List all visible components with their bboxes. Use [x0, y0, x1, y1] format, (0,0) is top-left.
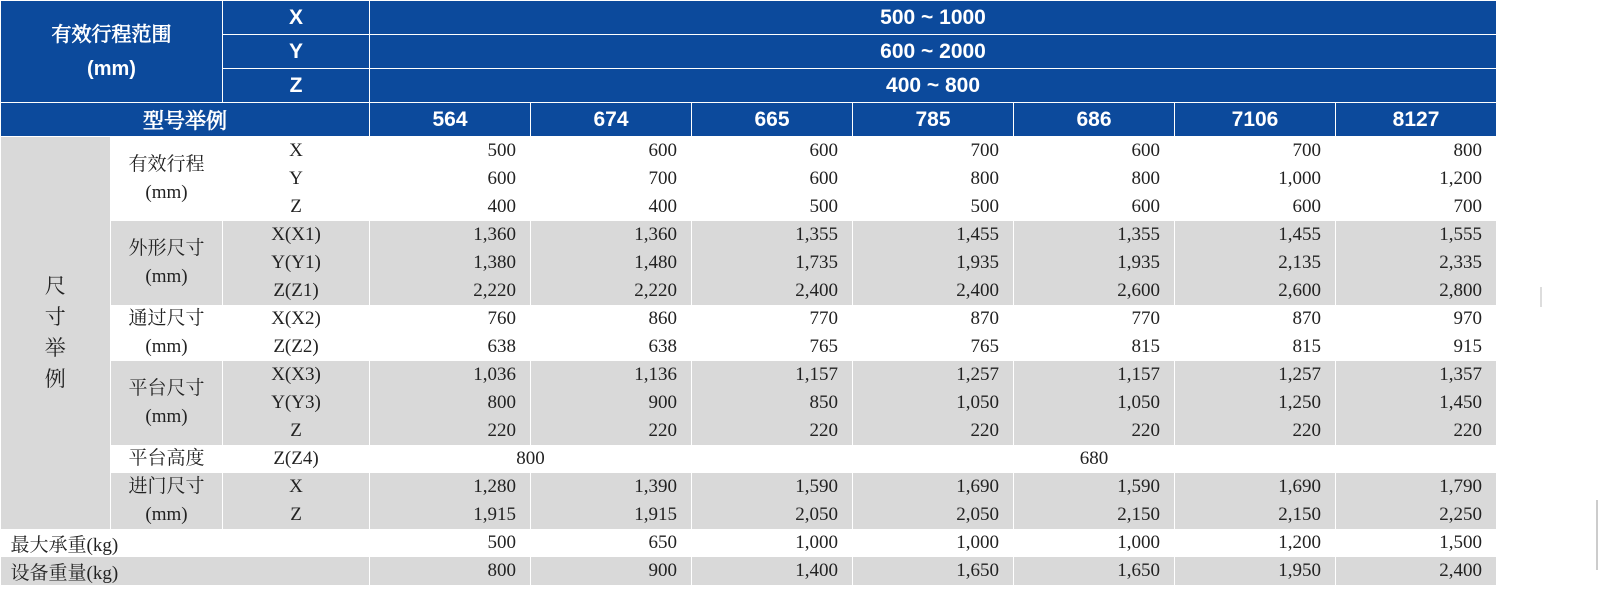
value-cell: 1,000 — [1014, 529, 1175, 557]
platform-height-label: 平台高度 — [111, 445, 223, 473]
value-cell: 638 — [370, 333, 531, 361]
group-unit: (mm) — [145, 336, 188, 357]
value-cell: 800 — [1014, 165, 1175, 193]
value-cell: 220 — [1336, 417, 1497, 445]
axis-cell: Z — [223, 417, 370, 445]
model-number: 7106 — [1175, 103, 1336, 137]
value-cell: 800 — [1336, 137, 1497, 166]
weight-label: 设备重量(kg) — [1, 557, 370, 585]
axis-cell: X — [223, 473, 370, 501]
range-value: 400 ~ 800 — [370, 69, 1497, 103]
table-row — [1, 473, 1497, 501]
value-cell: 1,650 — [853, 557, 1014, 585]
axis-cell: X — [223, 137, 370, 166]
axis-cell: Z(Z4) — [223, 445, 370, 473]
axis-cell: X(X1) — [223, 221, 370, 249]
value-cell: 400 — [531, 193, 692, 221]
range-axis: Y — [223, 35, 370, 69]
range-axis: Z — [223, 69, 370, 103]
value-cell: 2,250 — [1336, 501, 1497, 529]
table-row — [1, 277, 1497, 305]
value-cell: 1,935 — [1014, 249, 1175, 277]
group-label: 通过尺寸 — [128, 308, 205, 329]
value-cell: 860 — [531, 305, 692, 333]
value-cell: 870 — [1175, 305, 1336, 333]
side-label-char: 寸 — [44, 305, 66, 329]
group-label: 进门尺寸 — [128, 476, 205, 497]
value-cell: 1,136 — [531, 361, 692, 389]
side-label — [1, 137, 111, 530]
value-cell: 1,480 — [531, 249, 692, 277]
value-cell: 1,450 — [1336, 389, 1497, 417]
group-label: 平台尺寸 — [128, 378, 205, 399]
value-cell: 1,455 — [853, 221, 1014, 249]
axis-cell: Y — [223, 165, 370, 193]
axis-cell: Z(Z2) — [223, 333, 370, 361]
value-cell: 2,220 — [531, 277, 692, 305]
value-cell: 2,135 — [1175, 249, 1336, 277]
value-cell: 638 — [531, 333, 692, 361]
range-value: 500 ~ 1000 — [370, 1, 1497, 35]
value-cell: 600 — [692, 165, 853, 193]
value-cell: 600 — [531, 137, 692, 166]
table-row — [1, 361, 1497, 389]
value-cell: 1,360 — [531, 221, 692, 249]
value-cell: 700 — [1175, 137, 1336, 166]
value-cell: 1,950 — [1175, 557, 1336, 585]
value-cell: 815 — [1014, 333, 1175, 361]
value-cell: 815 — [1175, 333, 1336, 361]
value-cell: 2,335 — [1336, 249, 1497, 277]
value-cell: 1,000 — [692, 529, 853, 557]
range-value: 600 ~ 2000 — [370, 35, 1497, 69]
table-row — [1, 221, 1497, 249]
value-cell: 1,000 — [853, 529, 1014, 557]
side-label-char: 尺 — [44, 274, 66, 298]
value-cell: 970 — [1336, 305, 1497, 333]
value-cell: 850 — [692, 389, 853, 417]
model-number: 674 — [531, 103, 692, 137]
value-cell: 2,220 — [370, 277, 531, 305]
value-cell: 1,157 — [692, 361, 853, 389]
value-cell: 800 — [370, 557, 531, 585]
group-header — [111, 361, 223, 445]
group-unit: (mm) — [87, 57, 136, 80]
max-load-row — [1, 529, 1497, 557]
value-cell: 1,050 — [1014, 389, 1175, 417]
axis-cell: Y(Y1) — [223, 249, 370, 277]
value-cell: 400 — [370, 193, 531, 221]
value-cell: 1,790 — [1336, 473, 1497, 501]
value-cell: 2,800 — [1336, 277, 1497, 305]
value-cell: 2,150 — [1014, 501, 1175, 529]
value-cell: 1,555 — [1336, 221, 1497, 249]
value-cell: 600 — [1175, 193, 1336, 221]
value-cell: 600 — [692, 137, 853, 166]
value-cell: 2,600 — [1014, 277, 1175, 305]
table-row — [1, 417, 1497, 445]
value-cell: 600 — [1014, 137, 1175, 166]
value-cell: 500 — [853, 193, 1014, 221]
value-cell: 1,355 — [1014, 221, 1175, 249]
axis-cell: Z — [223, 501, 370, 529]
value-cell: 220 — [531, 417, 692, 445]
value-cell: 220 — [853, 417, 1014, 445]
range-title — [1, 1, 223, 103]
table-row — [1, 501, 1497, 529]
value-cell: 765 — [853, 333, 1014, 361]
value-cell: 1,735 — [692, 249, 853, 277]
model-row — [1, 103, 1497, 137]
value-cell: 1,157 — [1014, 361, 1175, 389]
value-cell: 220 — [1175, 417, 1336, 445]
value-cell: 1,355 — [692, 221, 853, 249]
value-cell: 1,200 — [1175, 529, 1336, 557]
edge-artifact — [1540, 287, 1542, 307]
value-cell: 220 — [692, 417, 853, 445]
table-row — [1, 249, 1497, 277]
axis-cell: Z(Z1) — [223, 277, 370, 305]
value-cell: 2,600 — [1175, 277, 1336, 305]
value-cell: 1,357 — [1336, 361, 1497, 389]
value-cell: 1,380 — [370, 249, 531, 277]
group-header — [111, 221, 223, 305]
value-cell: 915 — [1336, 333, 1497, 361]
axis-cell: X(X2) — [223, 305, 370, 333]
value-cell: 1,690 — [1175, 473, 1336, 501]
model-number: 686 — [1014, 103, 1175, 137]
value-cell: 1,036 — [370, 361, 531, 389]
range-axis: X — [223, 1, 370, 35]
value-cell: 1,050 — [853, 389, 1014, 417]
value-cell: 1,360 — [370, 221, 531, 249]
value-cell: 1,257 — [1175, 361, 1336, 389]
value-cell: 1,390 — [531, 473, 692, 501]
model-number: 564 — [370, 103, 531, 137]
group-label: 外形尺寸 — [128, 238, 205, 259]
value-cell: 900 — [531, 557, 692, 585]
value-cell: 2,400 — [853, 277, 1014, 305]
max-load-label: 最大承重(kg) — [1, 529, 370, 557]
value-cell: 1,935 — [853, 249, 1014, 277]
value-cell: 770 — [1014, 305, 1175, 333]
value-cell: 1,000 — [1175, 165, 1336, 193]
range-row — [1, 69, 1497, 103]
group-header — [111, 137, 223, 222]
side-label-char: 举 — [44, 336, 66, 360]
group-unit: (mm) — [145, 406, 188, 427]
value-cell: 1,590 — [692, 473, 853, 501]
value-cell: 500 — [370, 137, 531, 166]
value-cell: 1,455 — [1175, 221, 1336, 249]
table-row — [1, 165, 1497, 193]
value-cell: 770 — [692, 305, 853, 333]
value-cell: 2,050 — [853, 501, 1014, 529]
axis-cell: Z — [223, 193, 370, 221]
group-header — [111, 473, 223, 529]
value-cell: 2,150 — [1175, 501, 1336, 529]
value-cell: 1,257 — [853, 361, 1014, 389]
table-row — [1, 389, 1497, 417]
value-cell: 760 — [370, 305, 531, 333]
value-cell: 600 — [370, 165, 531, 193]
value-cell: 1,200 — [1336, 165, 1497, 193]
value-cell: 700 — [531, 165, 692, 193]
table-row — [1, 193, 1497, 221]
edge-artifact — [1596, 500, 1598, 570]
value-cell: 800 — [370, 445, 692, 473]
value-cell: 2,400 — [692, 277, 853, 305]
value-cell: 1,590 — [1014, 473, 1175, 501]
value-cell: 220 — [1014, 417, 1175, 445]
value-cell: 2,050 — [692, 501, 853, 529]
value-cell: 1,650 — [1014, 557, 1175, 585]
model-number: 785 — [853, 103, 1014, 137]
value-cell: 650 — [531, 529, 692, 557]
model-label: 型号举例 — [1, 103, 370, 137]
value-cell: 2,400 — [1336, 557, 1497, 585]
weight-row — [1, 557, 1497, 585]
group-label: 有效行程 — [128, 154, 205, 175]
value-cell: 1,915 — [370, 501, 531, 529]
value-cell: 680 — [692, 445, 1497, 473]
platform-height-row — [1, 445, 1497, 473]
value-cell: 500 — [370, 529, 531, 557]
range-row — [1, 1, 1497, 35]
value-cell: 1,690 — [853, 473, 1014, 501]
value-cell: 500 — [692, 193, 853, 221]
value-cell: 1,915 — [531, 501, 692, 529]
axis-cell: Y(Y3) — [223, 389, 370, 417]
value-cell: 700 — [853, 137, 1014, 166]
value-cell: 800 — [853, 165, 1014, 193]
model-number: 665 — [692, 103, 853, 137]
value-cell: 1,250 — [1175, 389, 1336, 417]
value-cell: 1,400 — [692, 557, 853, 585]
value-cell: 800 — [370, 389, 531, 417]
group-header — [111, 305, 223, 361]
table-row — [1, 333, 1497, 361]
value-cell: 700 — [1336, 193, 1497, 221]
group-unit: (mm) — [145, 504, 188, 525]
value-cell: 600 — [1014, 193, 1175, 221]
value-cell: 220 — [370, 417, 531, 445]
table-row — [1, 137, 1497, 166]
value-cell: 1,500 — [1336, 529, 1497, 557]
value-cell: 1,280 — [370, 473, 531, 501]
value-cell: 870 — [853, 305, 1014, 333]
group-label: 有效行程范围 — [51, 23, 172, 46]
range-row — [1, 35, 1497, 69]
value-cell: 765 — [692, 333, 853, 361]
model-number: 8127 — [1336, 103, 1497, 137]
table-row — [1, 305, 1497, 333]
group-unit: (mm) — [145, 266, 188, 287]
side-label-char: 例 — [44, 367, 66, 391]
group-unit: (mm) — [145, 182, 188, 203]
axis-cell: X(X3) — [223, 361, 370, 389]
value-cell: 900 — [531, 389, 692, 417]
